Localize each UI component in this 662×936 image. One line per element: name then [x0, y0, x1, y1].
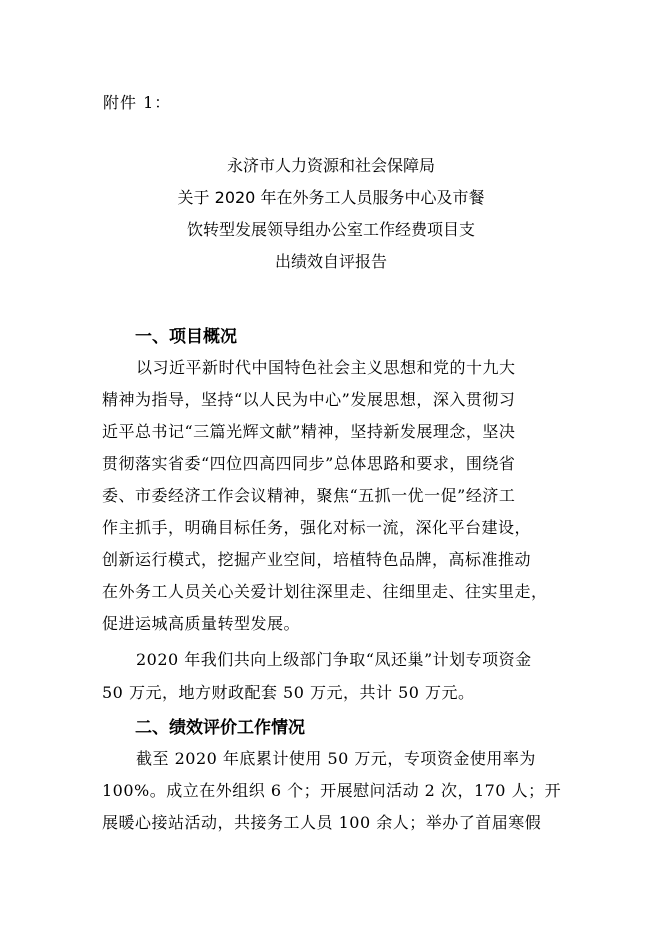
paragraph-line: 以习近平新时代中国特色社会主义思想和党的十九大 [136, 358, 516, 377]
paragraph-line: 作主抓手，明确目标任务，强化对标一流，深化平台建设， [102, 518, 532, 537]
paragraph-line: 委、市委经济工作会议精神，聚焦“五抓一优一促”经济工 [102, 486, 516, 505]
paragraph-line: 精神为指导，坚持“以人民为中心”发展思想，深入贯彻习 [102, 390, 516, 409]
paragraph-line: 在外务工人员关心关爱计划往深里走、往细里走、往实里走， [102, 582, 548, 601]
title-line-2: 关于 2020 年在外务工人员服务中心及市餐 [177, 188, 485, 207]
title-line-4: 出绩效自评报告 [274, 252, 387, 271]
paragraph-line: 2020 年我们共向上级部门争取“凤还巢”计划专项资金 [136, 650, 532, 669]
section-heading-evaluation: 二、绩效评价工作情况 [135, 718, 305, 738]
title-line-1: 永济市人力资源和社会保障局 [226, 156, 435, 175]
paragraph-line: 截至 2020 年底累计使用 50 万元，专项资金使用率为 [136, 749, 536, 768]
paragraph-line: 50 万元，地方财政配套 50 万元，共计 50 万元。 [102, 683, 475, 702]
paragraph-line: 创新运行模式，挖掘产业空间，培植特色品牌，高标准推动 [102, 550, 532, 569]
report-title [60, 150, 602, 278]
paragraph-line: 展暖心接站活动，共接务工人员 100 余人；举办了首届寒假 [102, 813, 542, 832]
paragraph-line: 100%。成立在外组织 6 个；开展慰问活动 2 次，170 人；开 [102, 781, 562, 800]
paragraph-line: 近平总书记“三篇光辉文献”精神，坚持新发展理念，坚决 [102, 422, 516, 441]
section-heading-overview: 一、项目概况 [135, 327, 237, 347]
attachment-label: 附件 1： [103, 93, 172, 112]
title-line-3: 饮转型发展领导组办公室工作经费项目支 [186, 220, 475, 239]
paragraph-line: 促进运城高质量转型发展。 [102, 614, 301, 633]
paragraph-line: 贯彻落实省委“四位四高四同步”总体思路和要求，围绕省 [102, 454, 516, 473]
